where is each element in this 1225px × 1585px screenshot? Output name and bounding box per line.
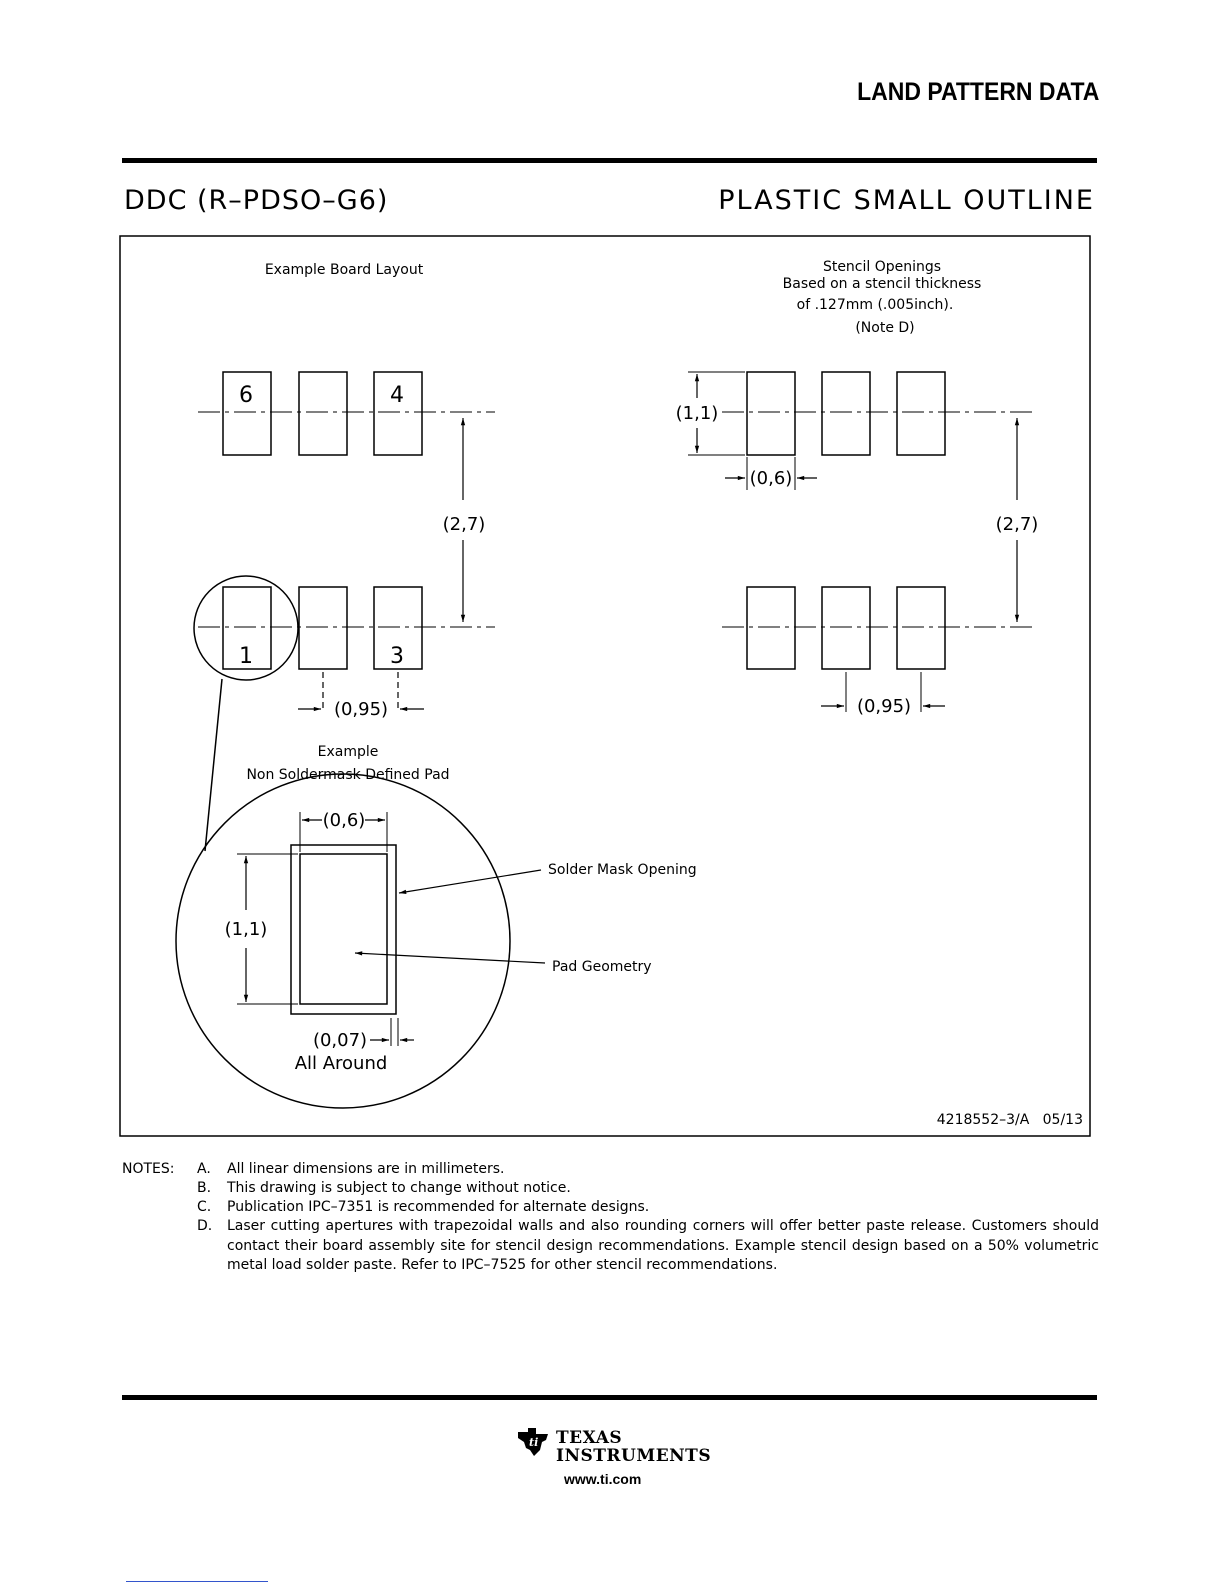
stencil-title-1: Stencil Openings — [822, 259, 942, 275]
pad-height-label: (1,1) — [224, 919, 268, 940]
pad-geometry-leader — [355, 953, 545, 963]
package-designator: DDC (R–PDSO–G6) — [124, 185, 389, 216]
pin-label-1: 1 — [239, 644, 253, 669]
note-letter: D. — [197, 1218, 213, 1234]
stencil-height-label: (1,1) — [675, 403, 719, 424]
detail-leader — [205, 679, 222, 851]
stencil-row-dim-label: (2,7) — [995, 514, 1039, 535]
note-text: All linear dimensions are in millimeters. — [227, 1161, 505, 1177]
pitch-dim-label: (0,95) — [333, 699, 389, 720]
pad-geometry-label: Pad Geometry — [552, 959, 652, 975]
pad-detail-title-2: Non Soldermask Defined Pad — [246, 767, 450, 783]
solder-mask-opening — [291, 845, 396, 1014]
notes-label: NOTES: — [122, 1161, 175, 1177]
note-text: Laser cutting apertures with trapezoidal walls and also rounding corners will offer better paste release. Customers should contact their board assembly site for stencil design recommendations. Example stencil design based on a 50% volumetric metal load solder paste. Refer to IPC–7525 for other stencil recommendations. — [227, 1218, 1099, 1273]
stencil-pitch-label: (0,95) — [856, 696, 912, 717]
pin-label-4: 4 — [390, 383, 404, 408]
clearance-label: (0,07) — [312, 1030, 368, 1051]
stencil-title-2: Based on a stencil thickness — [782, 276, 982, 292]
board-layout-title: Example Board Layout — [264, 262, 424, 278]
solder-mask-label: Solder Mask Opening — [548, 862, 697, 878]
ti-state-icon — [516, 1426, 550, 1458]
stencil-pad-5 — [822, 372, 870, 455]
stencil-pad-2 — [822, 587, 870, 669]
bottom-rule — [122, 1395, 1097, 1400]
ti-url[interactable]: www.ti.com — [564, 1471, 642, 1487]
stencil-width-label: (0,6) — [749, 468, 793, 489]
bottom-link-underline — [126, 1581, 268, 1582]
ti-name-line1: TEXAS — [556, 1428, 623, 1448]
note-text: Publication IPC–7351 is recommended for alternate designs. — [227, 1199, 650, 1215]
note-text: This drawing is subject to change without notice. — [227, 1180, 571, 1196]
row-dim-label: (2,7) — [442, 514, 486, 535]
pad-2 — [299, 587, 347, 669]
ti-name-line2: INSTRUMENTS — [556, 1446, 712, 1466]
drawing-number: 4218552–3/A 05/13 — [936, 1112, 1083, 1128]
clearance-note: All Around — [294, 1053, 388, 1074]
stencil-pad-3 — [897, 587, 945, 669]
pad-detail-title-1: Example — [317, 744, 379, 760]
pin-label-6: 6 — [239, 383, 253, 408]
pad-5 — [299, 372, 347, 455]
pad-width-label: (0,6) — [322, 810, 366, 831]
page-header-title: LAND PATTERN DATA — [856, 78, 1099, 106]
package-type: PLASTIC SMALL OUTLINE — [718, 185, 1095, 216]
svg-text:ti: ti — [529, 1436, 539, 1449]
stencil-pad-4 — [897, 372, 945, 455]
note-letter: A. — [197, 1161, 211, 1177]
stencil-title-3: of .127mm (.005inch). — [796, 297, 954, 313]
pin-label-3: 3 — [390, 644, 404, 669]
stencil-title-4: (Note D) — [855, 320, 915, 336]
stencil-pad-1 — [747, 587, 795, 669]
ti-logo — [516, 1424, 716, 1494]
pad-geometry — [300, 854, 387, 1004]
drawing-frame — [120, 236, 1090, 1136]
solder-mask-leader — [399, 870, 541, 893]
note-letter: B. — [197, 1180, 212, 1196]
note-letter: C. — [197, 1199, 212, 1215]
stencil-pad-6 — [747, 372, 795, 455]
